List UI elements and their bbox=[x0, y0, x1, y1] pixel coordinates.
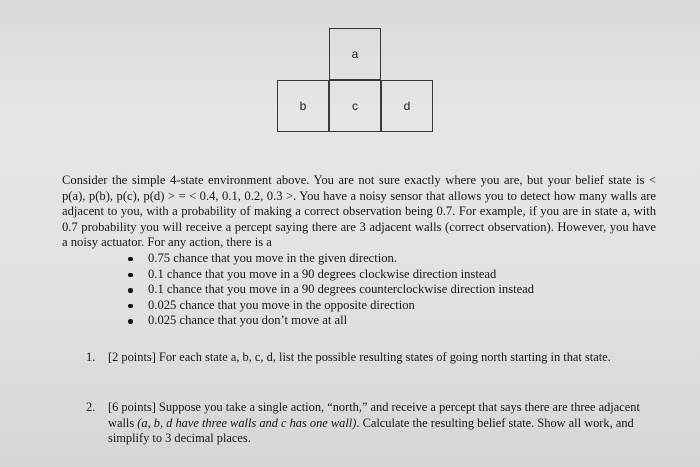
list-item: 0.75 chance that you move in the given direction. bbox=[128, 251, 656, 267]
cell-label-a: a bbox=[351, 47, 359, 61]
cell-b bbox=[277, 80, 329, 132]
question-text bbox=[108, 400, 652, 447]
question-text-part: [6 points] Suppose you take a single action, “north,” and receive a percept that says there are three adjacent walls bbox=[108, 400, 640, 430]
list-item: 0.025 chance that you move in the opposite direction bbox=[128, 298, 656, 314]
question-text-part: . Calculate the resulting belief state. Show all work, and simplify to 3 decimal places. bbox=[108, 415, 634, 445]
cell-label-d: d bbox=[403, 99, 411, 113]
question-number: 1. bbox=[86, 350, 96, 364]
cell-label-c: c bbox=[352, 99, 358, 113]
list-item: 0.1 chance that you move in a 90 degrees clockwise direction instead bbox=[128, 267, 656, 283]
question-2 bbox=[86, 400, 652, 447]
actuator-probability-list bbox=[62, 251, 656, 329]
question-1 bbox=[86, 350, 652, 366]
question-text-italic: (a, b, d have three walls and c has one wall) bbox=[137, 415, 357, 430]
question-number: 2. bbox=[86, 400, 96, 414]
question-text: [2 points] For each state a, b, c, d, list the possible resulting states of going north starting in that state. bbox=[108, 350, 611, 364]
problem-description bbox=[62, 173, 656, 329]
intro-paragraph: Consider the simple 4-state environment above. You are not sure exactly where you are, but your belief state is < p(a), p(b), p(c), p(d) > = < 0.4, 0.1, 0.2, 0.3 >. You have a noisy sensor that allows you to detect how many walls are adjacent to you, with a probability of making a correct observation being 0.7. For example, if you are in state a, with 0.7 probability you will receive a percept saying there are 3 adjacent walls (correct observation). However, you have a noisy actuator. For any action, there is a bbox=[62, 173, 656, 250]
cell-label-b: b bbox=[299, 99, 307, 113]
cell-a bbox=[329, 28, 381, 80]
list-item: 0.1 chance that you move in a 90 degrees counterclockwise direction instead bbox=[128, 282, 656, 298]
cell-d bbox=[381, 80, 433, 132]
cell-c bbox=[329, 80, 381, 132]
list-item: 0.025 chance that you don’t move at all bbox=[128, 313, 656, 329]
